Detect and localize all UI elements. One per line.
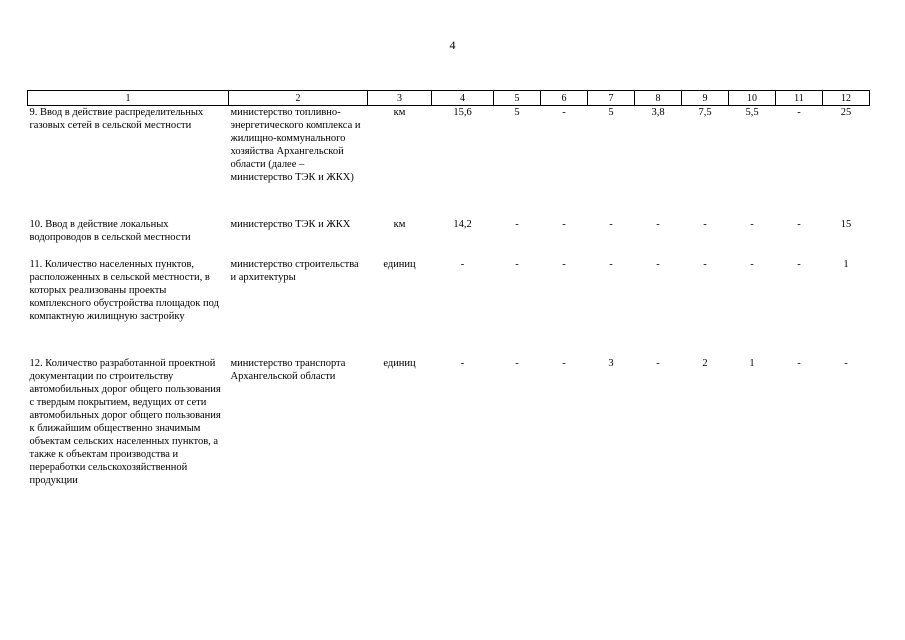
indicator-cell: 11. Количество населенных пунктов, расположенных в сельской местности, в которых реализованы проекты комплексного обустройства площадок под компактную жилищную застройку [29, 259, 219, 322]
indicator-cell: 12. Количество разработанной проектной документации по строительству автомобильных дорог общего пользования с твердым покрытием, ведущих от сети автомобильных дорог общего пользования к ближайшим общественно значимым объектам сельских населенных пунктов, а также к объектам производства и переработки сельскохозяйственной продукции [29, 358, 221, 486]
value-cell: 3,8 [651, 107, 665, 118]
table-row [28, 258, 870, 357]
value-cell: - [656, 358, 660, 369]
value-cell: - [460, 259, 465, 270]
value-cell: - [797, 358, 801, 369]
value-cell: 15 [840, 219, 852, 230]
column-header: 3 [368, 91, 432, 106]
table-row [28, 106, 870, 219]
value-cell: 3 [608, 358, 614, 369]
page-number: 4 [449, 38, 456, 52]
value-cell: 5 [608, 107, 614, 118]
value-cell: 2 [702, 358, 708, 369]
value-cell: - [703, 219, 707, 230]
value-cell: - [656, 219, 660, 230]
value-cell: - [703, 259, 707, 270]
column-header: 11 [776, 91, 823, 106]
column-header: 1 [28, 91, 229, 106]
value-cell: - [797, 259, 801, 270]
table-row [28, 357, 870, 487]
value-cell: - [515, 219, 519, 230]
value-cell: 15,6 [453, 107, 472, 118]
column-header: 6 [541, 91, 588, 106]
column-header: 2 [229, 91, 368, 106]
value-cell: - [797, 219, 801, 230]
column-header: 4 [432, 91, 494, 106]
unit-cell: км [393, 107, 406, 118]
table-row [28, 218, 870, 258]
value-cell: - [609, 219, 613, 230]
value-cell: - [562, 219, 566, 230]
unit-cell: единиц [383, 358, 416, 369]
indicators-table [27, 90, 870, 487]
value-cell: 1 [843, 259, 849, 270]
column-header: 8 [635, 91, 682, 106]
column-header: 5 [494, 91, 541, 106]
value-cell: - [562, 358, 566, 369]
value-cell: - [750, 219, 754, 230]
table-header-row [28, 91, 870, 106]
value-cell: 1 [749, 358, 755, 369]
unit-cell: единиц [383, 259, 416, 270]
indicator-cell: 10. Ввод в действие локальных водопроводов в сельской местности [29, 219, 191, 243]
responsible-cell: министерство ТЭК и ЖКХ [230, 219, 351, 230]
value-cell: - [515, 259, 519, 270]
column-header: 7 [588, 91, 635, 106]
value-cell: - [609, 259, 613, 270]
responsible-cell: министерство топливно-энергетического комплекса и жилищно-коммунального хозяйства Архангельской области (далее – министерство ТЭК и ЖКХ) [230, 107, 361, 183]
value-cell: 5,5 [745, 107, 759, 118]
column-header: 10 [729, 91, 776, 106]
value-cell: - [844, 358, 848, 369]
column-header: 9 [682, 91, 729, 106]
value-cell: 5 [514, 107, 520, 118]
indicator-cell: 9. Ввод в действие распределительных газовых сетей в сельской местности [29, 107, 204, 131]
value-cell: - [562, 107, 566, 118]
column-header: 12 [823, 91, 870, 106]
value-cell: - [656, 259, 660, 270]
value-cell: - [562, 259, 566, 270]
responsible-cell: министерство транспорта Архангельской области [230, 358, 346, 382]
value-cell: 14,2 [453, 219, 472, 230]
value-cell: - [460, 358, 465, 369]
unit-cell: км [393, 219, 406, 230]
value-cell: 7,5 [698, 107, 712, 118]
value-cell: - [797, 107, 801, 118]
value-cell: - [750, 259, 754, 270]
value-cell: 25 [840, 107, 852, 118]
value-cell: - [515, 358, 519, 369]
responsible-cell: министерство строительства и архитектуры [230, 259, 359, 283]
